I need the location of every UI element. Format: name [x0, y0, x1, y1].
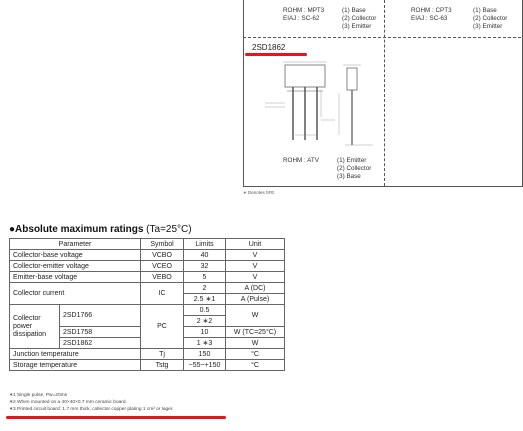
unit-cell: W (TC=25°C) — [226, 327, 285, 338]
table-row — [10, 272, 285, 283]
unit-cell: °C — [226, 349, 285, 360]
atv-pin3: (3) Base — [337, 173, 361, 180]
table-row — [10, 349, 285, 360]
symbol-cell: IC — [141, 283, 184, 305]
table-row — [10, 360, 285, 371]
atv-package-title: 2SD1862 — [252, 43, 286, 52]
param-cell: Junction temperature — [10, 349, 141, 360]
cpt3-pin2: (2) Collector — [473, 15, 508, 22]
section-bullet: ● — [9, 224, 16, 235]
unit-cell: V — [226, 250, 285, 261]
atv-pin1: (1) Emitter — [337, 157, 367, 164]
unit-cell: V — [226, 272, 285, 283]
section-title: Absolute maximum ratings — [15, 224, 144, 235]
atv-pin2: (2) Collector — [337, 165, 372, 172]
section-condition: (Ta=25°C) — [143, 224, 192, 235]
footnote-3: ∗3 Printed circuit board: 1.7 mm thick, collector copper plating 1 cm² or lager. — [9, 407, 174, 412]
package-divider-vertical — [384, 0, 385, 186]
limit-cell: 40 — [184, 250, 226, 261]
cpt3-pin1: (1) Base — [473, 7, 497, 14]
section-heading — [9, 224, 192, 235]
header-symbol: Symbol — [141, 239, 184, 250]
header-parameter: Parameter — [10, 239, 141, 250]
symbol-cell: VCBO — [141, 250, 184, 261]
part-cell: 2SD1862 — [60, 338, 141, 349]
limit-cell: −55~+150 — [184, 360, 226, 371]
atv-rohm-label: ROHM : ATV — [283, 157, 319, 164]
mpt3-rohm-label: ROHM : MPT3 — [283, 7, 325, 14]
param-cell: Collector-emitter voltage — [10, 261, 141, 272]
symbol-cell: Tj — [141, 349, 184, 360]
cpt3-rohm-label: ROHM : CPT3 — [411, 7, 452, 14]
table-header-row — [10, 239, 285, 250]
atv-package-drawing — [255, 55, 380, 153]
symbol-cell: Tstg — [141, 360, 184, 371]
symbol-cell: VCEO — [141, 261, 184, 272]
param-cell: Storage temperature — [10, 360, 141, 371]
footnote-1: ∗1 Single pulse, Pw=20ms — [9, 393, 68, 398]
mpt3-pin1: (1) Base — [342, 7, 366, 14]
header-unit: Unit — [226, 239, 285, 250]
highlight-underline-bottom — [6, 416, 226, 419]
limit-cell: 2 ∗2 — [184, 316, 226, 327]
mpt3-pin2: (2) Collector — [342, 15, 377, 22]
footnote-2: ∗2 When mounted on a 40×40×0.7 mm ceramic board. — [9, 400, 127, 405]
table-row — [10, 250, 285, 261]
limit-cell: 32 — [184, 261, 226, 272]
limit-cell: 1 ∗3 — [184, 338, 226, 349]
param-cell: Collector power dissipation — [10, 305, 60, 349]
limit-cell: 5 — [184, 272, 226, 283]
table-row — [10, 261, 285, 272]
table-row — [10, 305, 285, 316]
param-cell: Collector-base voltage — [10, 250, 141, 261]
limit-cell: 2 — [184, 283, 226, 294]
unit-cell: V — [226, 261, 285, 272]
cpt3-pin3: (3) Emitter — [473, 23, 503, 30]
package-divider-horizontal — [243, 37, 521, 38]
mpt3-eiaj-label: EIAJ : SC-62 — [283, 15, 320, 22]
limit-cell: 0.5 — [184, 305, 226, 316]
param-cell: Emitter-base voltage — [10, 272, 141, 283]
cpt3-eiaj-label: EIAJ : SC-63 — [411, 15, 448, 22]
limit-cell: 10 — [184, 327, 226, 338]
param-cell: Collector current — [10, 283, 141, 305]
part-cell: 2SD1766 — [60, 305, 141, 327]
unit-cell: °C — [226, 360, 285, 371]
limit-cell: 150 — [184, 349, 226, 360]
part-cell: 2SD1758 — [60, 327, 141, 338]
header-limits: Limits — [184, 239, 226, 250]
limit-cell: 2.5 ∗1 — [184, 294, 226, 305]
symbol-cell: VEBO — [141, 272, 184, 283]
absolute-max-ratings-table — [9, 238, 285, 371]
table-row — [10, 283, 285, 294]
unit-cell: A (DC) — [226, 283, 285, 294]
unit-cell: A (Pulse) — [226, 294, 285, 305]
unit-cell: W — [226, 305, 285, 327]
symbol-cell: PC — [141, 305, 184, 349]
unit-cell: W — [226, 338, 285, 349]
mpt3-pin3: (3) Emitter — [342, 23, 372, 30]
hfe-note: ∗ Denotes hFE — [243, 190, 275, 195]
